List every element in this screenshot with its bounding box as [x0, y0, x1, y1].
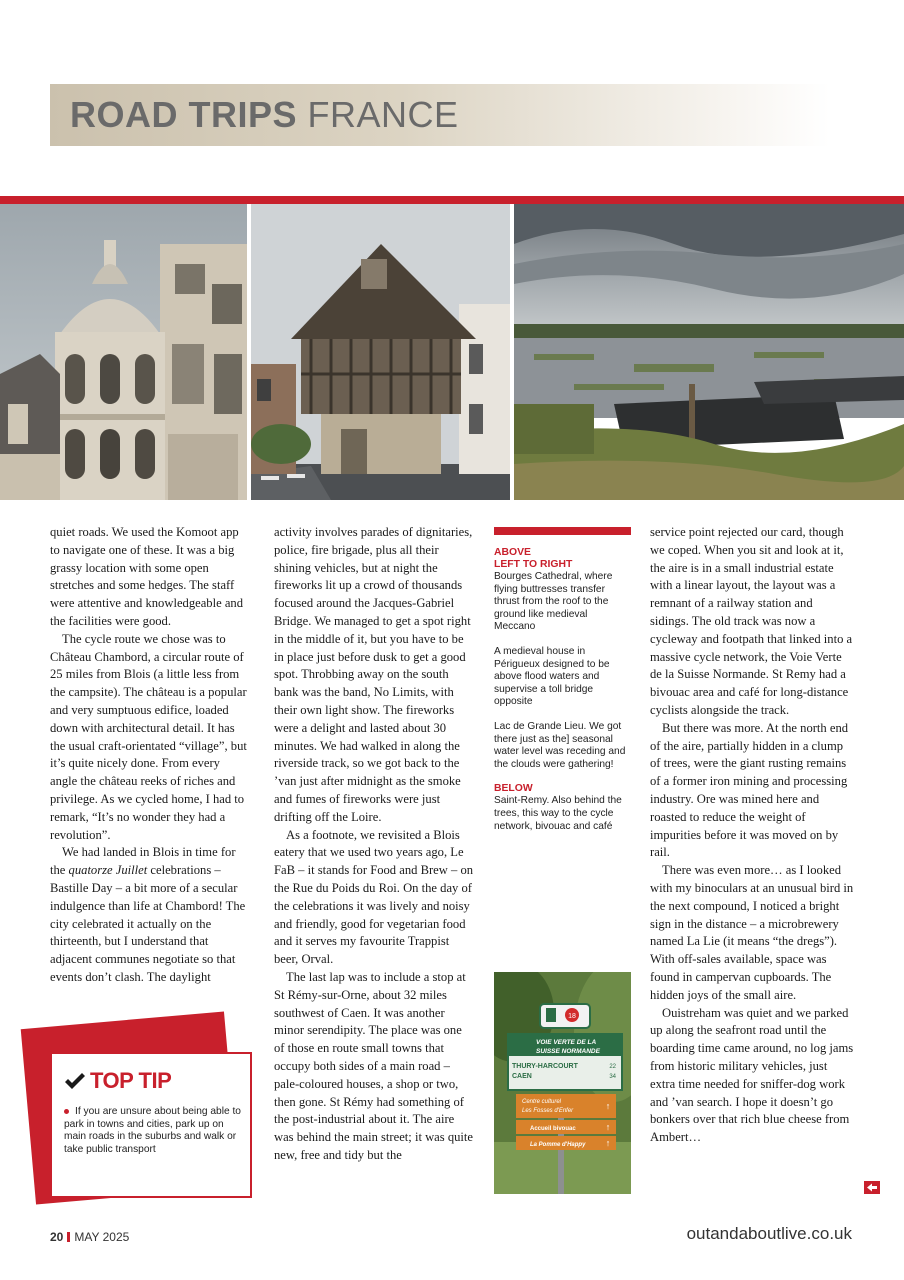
sign-line-2: SUISSE NORMANDE	[536, 1048, 600, 1055]
article-column-4	[650, 524, 854, 1147]
arrow-up-icon: ↑	[605, 1101, 611, 1111]
caption-text: Saint-Remy. Also behind the trees, this way to the cycle network, bivouac and café	[494, 795, 622, 832]
caption-heading-above: ABOVE	[494, 547, 531, 558]
caption-heading-left-to-right: LEFT TO RIGHT	[494, 559, 573, 570]
photo-perigueux-house	[251, 204, 510, 500]
paragraph: But there was more. At the north end of the aire, partially hidden in a clump of trees, were the giant rusting remains of a former iron mining and processing industry. Ore was mined here and roasted to reduce the weight of impurities before it was moved on by rail.	[650, 720, 849, 860]
paragraph: As a footnote, we revisited a Blois eatery that we used two years ago, Le FaB – it stands for Food and Brew – on the Rue du Poids du Roi. On the day of the celebrations it was lively and noisy and friendly, good for vegetarian food and it serves my favourite Trappist beer, Orval.	[274, 827, 474, 967]
top-tip-body: If you are unsure about being able to park in towns and cities, park up on main roads in the suburbs and walk or take public transport	[64, 1106, 241, 1155]
caption-text: Lac de Grande Lieu. We got there just as the] seasonal water level was receding and the clouds were gathering!	[494, 720, 626, 770]
bullet-icon	[64, 1109, 69, 1114]
sign-orange-3: La Pomme d'Happy	[530, 1142, 586, 1148]
caption-rule	[494, 527, 631, 535]
caption-text: A medieval house in Périgueux designed to be above flood waters and supervise a toll bridge opposite	[494, 645, 610, 708]
sign-orange-1b: Les Fosses d'Enfer	[522, 1108, 574, 1114]
photo-saint-remy-signpost	[494, 972, 631, 1194]
italic-text: quatorze Juillet	[68, 863, 148, 878]
section-banner	[50, 84, 830, 146]
paragraph: There was even more… as I looked with my binoculars at an unusual bird in the next compound, I noticed a bright sign in the distance – a microbrewery named La Lie (it means “the dregs”). With off-sales available, space was found in campervan cupboards. The hidden joys of the small aire.	[650, 863, 854, 1002]
sign-line-4: CAEN	[512, 1073, 532, 1080]
page-number: 20	[50, 1230, 64, 1244]
paragraph: Ouistreham was quiet and we parked up along the seafront road until the boarding time came around, no log jams from historic military vehicles, just extra time needed for sniffer-dog work and ’van search. I hope it doesn’t go bonkers over that rich blue cheese from Ambert…	[650, 1005, 854, 1145]
red-rule	[0, 196, 904, 204]
top-tip-box	[50, 1052, 252, 1198]
paragraph: The last lap was to include a stop at St Rémy-sur-Orne, about 32 miles southwest of Caen. It was another minor serendipity. The place was one of those en route small towns that occupy both sides of a main road – pale-coloured houses, a shop or two, then gone. St Rémy had something of the post-industrial about it. The aire was behind the main street; it was quite new, free and tidy but the	[274, 969, 474, 1162]
caption-heading-below: BELOW	[494, 783, 533, 795]
footer-page-info	[50, 1230, 129, 1244]
arrow-up-icon: ↑	[605, 1122, 611, 1132]
checkmark-icon	[64, 1072, 86, 1090]
caption-column	[494, 527, 631, 845]
paragraph: activity involves parades of dignitaries, police, fire brigade, plus all their shining vehicles, but at night the fireworks lit up a crowd of thousands focused around the Jacques-Gabriel Bridge. We managed to get a spot right in the middle of it, but you have to be in place just before dusk to get a good spot. Throbbing away on the south bank was the band, No Limits, with their own light show. The fireworks were a delight and lasted about 30 minutes. We had walked in along the riverside track, so we got back to the ’van just after midnight as the smoke and fumes of fireworks were just drifting off the Loire.	[274, 525, 473, 824]
top-tip-heading	[64, 1068, 171, 1094]
sign-km-2: 34	[609, 1074, 616, 1080]
section-title-bold: ROAD TRIPS	[70, 94, 298, 135]
sign-orange-2: Accueil bivouac	[530, 1126, 576, 1132]
article-column-2	[274, 524, 474, 1165]
paragraph: quiet roads. We used the Komoot app to navigate one of these. It was a big grassy location with some open stretches and some hedges. The staff were attentive and knowledgeable and the facilities were good.	[50, 525, 244, 628]
article-end-icon	[864, 1181, 880, 1194]
section-title-light: FRANCE	[307, 94, 459, 135]
caption-text: Bourges Cathedral, where flying buttresses transfer thrust from the roof to the ground like medieval Meccano	[494, 571, 613, 633]
photo-bourges-cathedral	[0, 204, 247, 500]
route-number: 18	[568, 1013, 576, 1020]
top-tip-text	[64, 1106, 242, 1156]
issue-date: MAY 2025	[74, 1230, 130, 1244]
article-column-1	[50, 524, 248, 987]
footer-separator	[67, 1232, 70, 1242]
arrow-up-icon: ↑	[605, 1138, 611, 1148]
footer-website[interactable]: outandaboutlive.co.uk	[686, 1224, 852, 1243]
paragraph: service point rejected our card, though we coped. When you sit and look at it, the aire is in a small industrial estate with a linear layout, the layout was a remnant of a railway station and sidings. The old track was now a cycleway and footpath that linked into a massive cycle network, the Voie Verte de la Suisse Normande. St Remy had a bivouac area and café for long-distance cyclists alongside the track.	[650, 525, 853, 717]
sign-line-1: VOIE VERTE DE LA	[536, 1039, 597, 1046]
text-run: We had landed in Blois in time for the	[50, 845, 236, 878]
sign-orange-1a: Centre culturel	[522, 1099, 562, 1105]
paragraph	[50, 844, 248, 986]
sign-km-1: 22	[609, 1064, 616, 1070]
paragraph: The cycle route we chose was to Château Chambord, a circular route of 25 miles from Blois (a little less from the campsite). The château is a popular and very sumptuous edifice, loaded down with architectural detail. It has the usual craft-orientated “village”, but it’s quite nicely done. From every angle the château reeks of riches and privilege. As we cycled home, I had to remark, “It’s no wonder they had a revolution”.	[50, 631, 247, 842]
section-title	[70, 94, 459, 136]
top-tip-title: TOP TIP	[90, 1068, 172, 1093]
photo-lac-de-grande-lieu	[514, 204, 904, 500]
text-run: celebrations – Bastille Day – a bit more of a secular indulgence than life at Chambord! The city celebrated it actually on the thirteenth, but I understand that adjacent communes negotiate so that events don’t clash. The daylight	[50, 863, 246, 984]
sign-line-3: THURY-HARCOURT	[512, 1063, 578, 1070]
